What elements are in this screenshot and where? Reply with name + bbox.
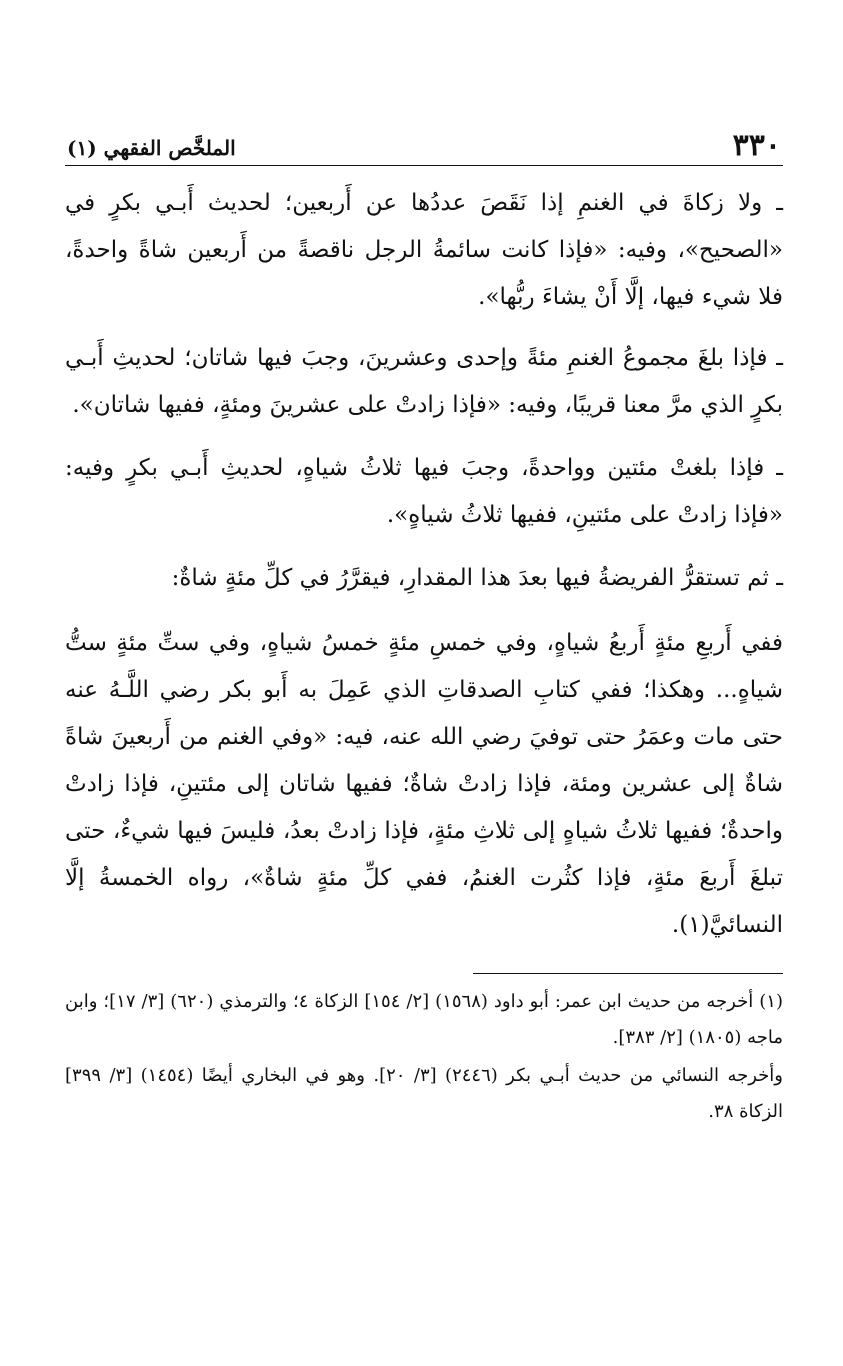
- footnote-text: أخرجه من حديث ابن عمر: أبو داود (١٥٦٨) [٢/ ١٥٤] الزكاة ٤؛ والترمذي (٦٢٠) [٣/ ١٧]؛ وابن ماجه (١٨٠٥) [٢/ ٣٨٣].: [65, 991, 783, 1048]
- footnotes: [65, 984, 783, 1130]
- main-text: [65, 180, 783, 949]
- footnote-text: وأخرجه النسائي من حديث أبـي بكر (٢٤٤٦) [٣/ ٢٠]. وهو في البخاري أيضًا (١٤٥٤) [٣/ ٣٩٩] الزكاة ٣٨.: [65, 1065, 783, 1122]
- paragraph-1: ـ ولا زكاةَ في الغنمِ إذا نَقَصَ عددُها عن أَربعين؛ لحديث أَبـي بكرٍ في «الصحيح»، وفيه: «فإذا كانت سائمةُ الرجل ناقصةً من أَربعين شاةً واحدةً، فلا شيء فيها، إلَّا أَنْ يشاءَ ربُّها».: [65, 190, 783, 310]
- footnote-marker: (١): [759, 991, 783, 1012]
- paragraph-4: ـ ثم تستقرُّ الفريضةُ فيها بعدَ هذا المقدارِ، فيقرَّرُ في كلِّ مئةٍ شاةٌ:: [171, 565, 783, 591]
- footnote-1-continued: [65, 1058, 783, 1130]
- page-header: [65, 128, 783, 166]
- paragraph-3: ـ فإذا بلغتْ مئتين وواحدةً، وجبَ فيها ثلاثُ شياهٍ، لحديثِ أَبـي بكرٍ وفيه: «فإذا زادتْ على مئتينِ، ففيها ثلاثُ شياهٍ».: [65, 455, 783, 528]
- page-number: ٣٣٠: [732, 128, 781, 163]
- running-title: الملخَّص الفقهي (١): [67, 136, 236, 160]
- paragraph-5: ففي أَربعِ مئةٍ أَربعُ شياهٍ، وفي خمسِ مئةٍ خمسُ شياهٍ، وفي ستِّ مئةٍ ستُّ شياهٍ... وهكذا؛ ففي كتابِ الصدقاتِ الذي عَمِلَ به أَبو بكر رضي اللَّـهُ عنه حتى مات وعمَرُ حتى توفيَ رضي الله عنه، فيه: «وفي الغنم من أَربعينَ شاةً شاةٌ إلى عشرين ومئة، فإذا زادتْ شاةٌ؛ ففيها شاتان إلى مئتينِ، فإذا زادتْ واحدةٌ؛ ففيها ثلاثُ شياهٍ إلى ثلاثِ مئةٍ، فإذا زادتْ بعدُ، فليسَ فيها شيءٌ، حتى تبلغَ أَربعَ مئةٍ، فإذا كثُرت الغنمُ، ففي كلِّ مئةٍ شاةٌ»، رواه الخمسةُ إلَّا النسائيَّ(١).: [65, 630, 783, 938]
- paragraph-2: ـ فإذا بلغَ مجموعُ الغنمِ مئةً وإحدى وعشرينَ، وجبَ فيها شاتان؛ لحديثِ أَبـي بكرٍ الذي مرَّ معنا قريبًا، وفيه: «فإذا زادتْ على عشرينَ ومئةٍ، ففيها شاتان».: [65, 345, 783, 418]
- footnote-1: [65, 984, 783, 1056]
- footnote-separator: [473, 973, 783, 974]
